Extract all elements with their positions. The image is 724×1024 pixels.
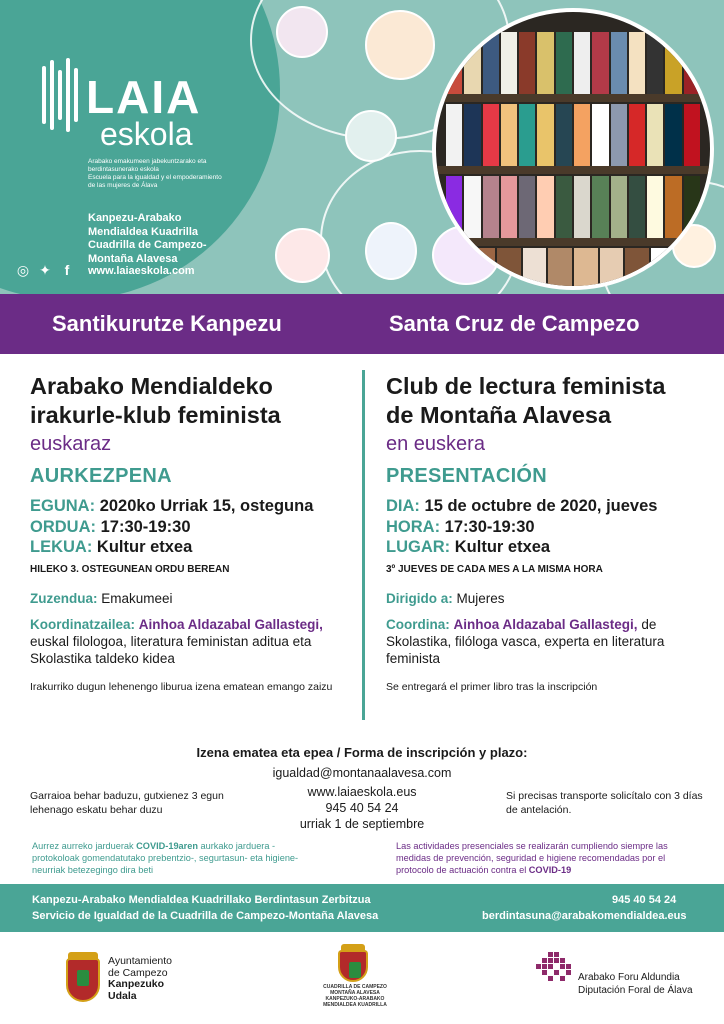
event-time: HORA: 17:30-19:30 — [386, 517, 535, 536]
registration-website[interactable]: www.laiaeskola.eus — [307, 785, 417, 799]
transport-note-spanish: Si precisas transporte solicítalo con 3 días de antelación. — [506, 790, 703, 816]
event-frequency: HILEKO 3. OSTEGUNEAN ORDU BEREAN — [30, 563, 230, 575]
event-language: en euskera — [386, 433, 485, 455]
illustration-women-group — [365, 10, 435, 80]
event-title: Club de lectura feminista de Montaña Alavesa — [386, 373, 666, 428]
event-coordinator: Coordina: Ainhoa Aldazabal Gallastegi, de Skolastika, filóloga vasca, experta en literatura feminista — [386, 616, 665, 666]
instagram-icon[interactable]: ◎ — [16, 262, 30, 278]
event-kind: AURKEZPENA — [30, 465, 172, 487]
footer-service-basque: Kanpezu-Arabako Mendialdea Kuadrillako Berdintasun Zerbitzua — [32, 894, 371, 906]
event-time: ORDUA: 17:30-19:30 — [30, 517, 191, 536]
covid-note-spanish: Las actividades presenciales se realizarán cumpliendo siempre las medidas de prevención, seguridad e higiene recomendadas por el protocolo de actuación contra el COVID-19 — [396, 841, 668, 875]
footer-phone[interactable]: 945 40 54 24 — [612, 894, 677, 906]
event-kind: PRESENTACIÓN — [386, 465, 548, 487]
registration-phone[interactable]: 945 40 54 24 — [325, 801, 399, 815]
logo-subtitle: eskola — [100, 116, 193, 152]
facebook-icon[interactable]: f — [64, 262, 70, 278]
column-divider — [362, 370, 365, 720]
event-date: DIA: 15 de octubre de 2020, jueves — [386, 497, 658, 515]
laia-logo-icon — [38, 58, 82, 132]
event-date: EGUNA: 2020ko Urriak 15, osteguna — [30, 497, 314, 515]
ayuntamiento-logo-text: Ayuntamiento de Campezo Kanpezuko Udala — [108, 955, 173, 1002]
event-audience: Zuzendua: Emakumeei — [30, 590, 173, 606]
illustration-women-reading — [276, 6, 328, 58]
illustration-house — [275, 228, 330, 283]
footer-band — [0, 884, 724, 932]
footer-service-spanish: Servicio de Igualdad de la Cuadrilla de Campezo-Montaña Alavesa — [32, 910, 379, 922]
covid-note-basque: Aurrez aurreko jarduerak COVID-19aren aurkako jarduera - protokoloak gomendatutako prebentzio-, segurtasun- eta higiene-neurriak betezegingo dira beti — [32, 841, 299, 875]
spanish-column — [386, 372, 704, 695]
event-place: LUGAR: Kultur etxea — [386, 538, 551, 556]
logo-title: LAIA — [86, 71, 202, 123]
social-links — [14, 262, 76, 278]
event-note: Irakurriko dugun lehenengo liburua izena ematean emango zaizu — [30, 680, 333, 693]
diputacion-logo-text: Arabako Foru Aldundia Diputación Foral de Álava — [578, 972, 693, 996]
event-frequency: 3º JUEVES DE CADA MES A LA MISMA HORA — [386, 563, 603, 575]
registration-email[interactable]: igualdad@montanaalavesa.com — [272, 766, 452, 780]
registration-title: Izena ematea eta epea / Forma de inscripción y plazo: — [196, 745, 528, 760]
diputacion-logo-icon — [534, 952, 574, 984]
event-audience: Dirigido a: Mujeres — [386, 590, 505, 606]
cuadrilla-logo-text: CUADRILLA DE CAMPEZO MONTAÑA ALAVESA KANPEZUKO-ARABAKO MENDIALDEA KUADRILLA — [323, 984, 387, 1008]
logo-tagline: Arabako emakumeen jabekuntzarako eta berdintasunerako eskola Escuela para la igualdad y el empoderamiento de las mujeres de Álava — [88, 158, 222, 189]
event-title: Arabako Mendialdeko irakurle-klub feminista — [30, 373, 281, 428]
cuadrilla-shield-icon — [338, 950, 368, 982]
bookshelf-photo — [432, 8, 714, 290]
location-basque: Santikurutze Kanpezu — [52, 311, 282, 336]
event-note: Se entregará el primer libro tras la inscripción — [386, 680, 598, 693]
event-coordinator: Koordinatzailea: Ainhoa Aldazabal Gallastegi, euskal filologoa, literatura feministan aditua eta Skolastika taldeko kidea — [30, 616, 323, 666]
twitter-icon[interactable]: ✦ — [39, 262, 51, 278]
registration-deadline: urriak 1 de septiembre — [299, 817, 425, 831]
location-band — [0, 294, 724, 354]
transport-note-basque: Garraioa behar baduzu, gutxienez 3 egun lehenago eskatu behar duzu — [30, 790, 224, 816]
website-link[interactable]: www.laiaeskola.com — [88, 265, 195, 277]
organization-name: Kanpezu-Arabako Mendialdea Kuadrilla Cuadrilla de Campezo- Montaña Alavesa — [88, 212, 207, 265]
location-spanish: Santa Cruz de Campezo — [389, 311, 640, 336]
campezo-shield-icon — [66, 958, 100, 1002]
event-details — [30, 496, 348, 558]
event-details — [386, 496, 704, 558]
basque-column — [30, 372, 348, 695]
event-language: euskaraz — [30, 433, 112, 455]
header-banner — [0, 0, 724, 294]
event-place: LEKUA: Kultur etxea — [30, 538, 193, 556]
illustration-woman-wheelchair — [345, 110, 397, 162]
illustration-women-talking — [365, 222, 417, 280]
footer-email[interactable]: berdintasuna@arabakomendialdea.eus — [482, 910, 687, 922]
